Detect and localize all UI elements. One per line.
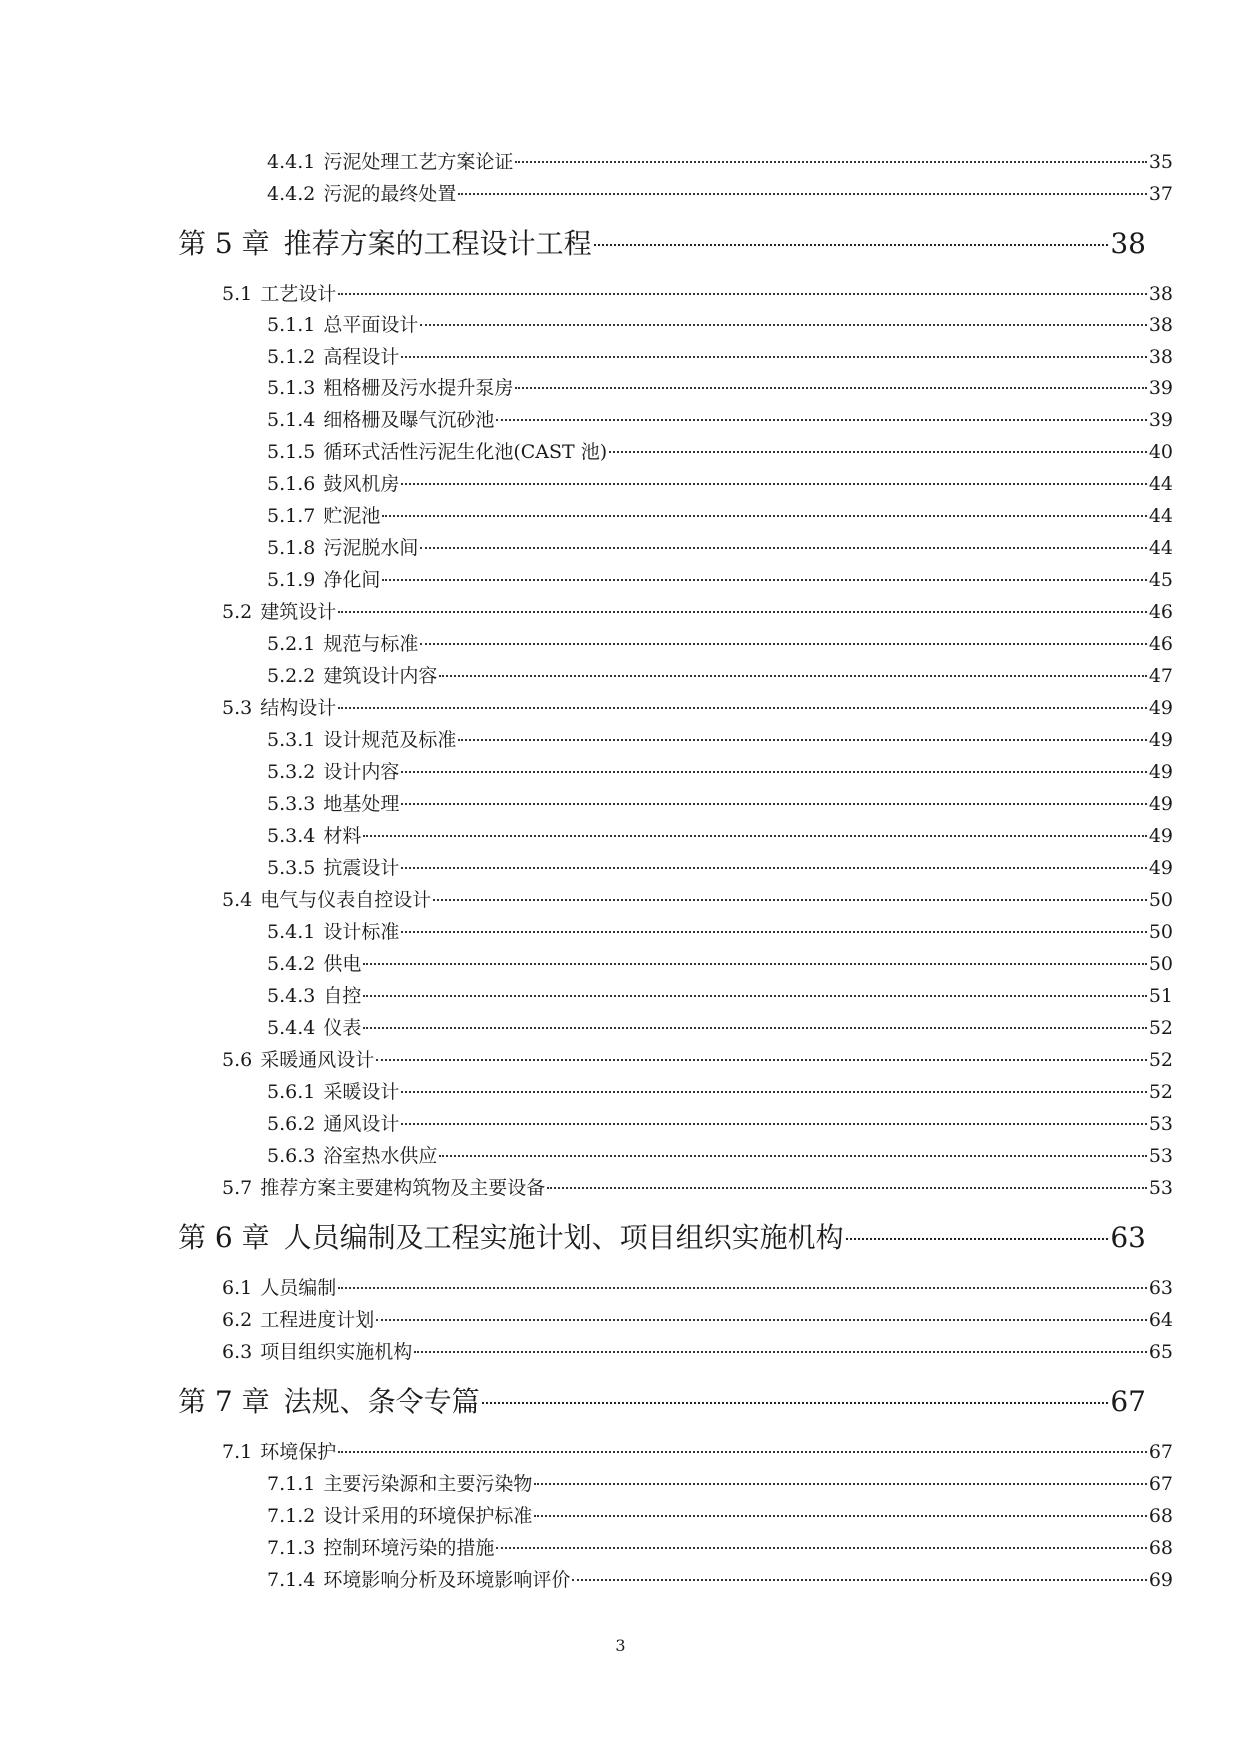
toc-entry-page: 65: [1148, 1341, 1173, 1363]
toc-chapter-entry[interactable]: [178, 1380, 1146, 1424]
toc-entry-page: 35: [1148, 151, 1173, 173]
toc-entry[interactable]: [222, 1173, 1173, 1203]
toc-entry-page: 45: [1148, 569, 1173, 591]
toc-entry-title: 污泥的最终处置: [323, 183, 457, 205]
toc-entry-page: 49: [1148, 729, 1173, 751]
toc-entry-number: 5.4.4: [267, 1017, 316, 1039]
toc-entry-number: 6.1: [222, 1277, 253, 1299]
toc-entry-title: 工艺设计: [260, 283, 337, 305]
toc-entry-number: 第 6 章: [178, 1221, 270, 1254]
toc-dot-leader: [420, 324, 1146, 326]
toc-entry-title: 建筑设计内容: [323, 665, 438, 687]
toc-chapter-entry[interactable]: [178, 222, 1146, 266]
toc-entry[interactable]: [267, 437, 1173, 467]
toc-entry-number: 第 7 章: [178, 1385, 270, 1418]
toc-entry-title: 主要污染源和主要污染物: [323, 1473, 533, 1495]
toc-entry-number: 5.3.5: [267, 857, 316, 879]
toc-entry-title: 材料: [323, 825, 362, 847]
toc-entry-page: 50: [1148, 889, 1173, 911]
toc-entry-page: 47: [1148, 665, 1173, 687]
toc-dot-leader: [382, 515, 1146, 517]
toc-entry-number: 5.4: [222, 889, 253, 911]
toc-entry-title: 推荐方案主要建构筑物及主要设备: [260, 1177, 546, 1199]
toc-dot-leader: [376, 1059, 1147, 1061]
toc-entry[interactable]: [267, 661, 1173, 691]
toc-entry-number: 5.1.2: [267, 346, 316, 368]
toc-entry-number: 5.3: [222, 697, 253, 719]
toc-entry-title: 通风设计: [323, 1113, 400, 1135]
toc-dot-leader: [458, 739, 1146, 741]
toc-dot-leader: [363, 835, 1146, 837]
toc-entry[interactable]: [267, 501, 1173, 531]
toc-entry-page: 49: [1148, 793, 1173, 815]
toc-entry-title: 规范与标准: [323, 633, 419, 655]
toc-entry-page: 50: [1148, 953, 1173, 975]
toc-dot-leader: [420, 547, 1146, 549]
toc-entry-number: 5.6.1: [267, 1081, 316, 1103]
toc-entry-title: 污泥处理工艺方案论证: [323, 151, 514, 173]
toc-entry-page: 38: [1110, 227, 1146, 260]
toc-entry-number: 5.6.3: [267, 1145, 316, 1167]
toc-entry-page: 69: [1148, 1569, 1173, 1591]
toc-entry-number: 5.1.4: [267, 409, 316, 431]
toc-entry-number: 5.2: [222, 601, 253, 623]
toc-entry-title: 人员编制及工程实施计划、项目组织实施机构: [283, 1221, 844, 1254]
toc-entry-page: 44: [1148, 537, 1173, 559]
toc-entry-title: 净化间: [323, 569, 381, 591]
toc-entry-title: 工程进度计划: [260, 1309, 375, 1331]
toc-entry-page: 51: [1148, 985, 1173, 1007]
toc-entry[interactable]: [267, 757, 1173, 787]
toc-entry[interactable]: [267, 147, 1173, 177]
toc-entry[interactable]: [222, 1045, 1173, 1075]
toc-entry-page: 49: [1148, 761, 1173, 783]
toc-entry-number: 6.2: [222, 1309, 253, 1331]
toc-entry[interactable]: [267, 1501, 1173, 1531]
toc-entry[interactable]: [267, 949, 1173, 979]
toc-entry[interactable]: [267, 1077, 1173, 1107]
toc-entry-title: 总平面设计: [323, 314, 419, 336]
toc-dot-leader: [594, 244, 1109, 246]
toc-entry[interactable]: [267, 533, 1173, 563]
toc-dot-leader: [376, 1319, 1147, 1321]
toc-entry[interactable]: [222, 1437, 1173, 1467]
toc-dot-leader: [496, 419, 1146, 421]
toc-entry-title: 人员编制: [260, 1277, 337, 1299]
toc-dot-leader: [338, 1451, 1147, 1453]
toc-entry[interactable]: [267, 1013, 1173, 1043]
toc-entry-page: 38: [1148, 314, 1173, 336]
toc-dot-leader: [846, 1238, 1109, 1240]
toc-dot-leader: [401, 771, 1146, 773]
toc-entry-page: 53: [1148, 1177, 1173, 1199]
toc-entry-number: 5.3.3: [267, 793, 316, 815]
toc-entry[interactable]: [267, 373, 1173, 403]
toc-entry-number: 第 5 章: [178, 227, 270, 260]
toc-entry-page: 49: [1148, 697, 1173, 719]
toc-entry[interactable]: [222, 885, 1173, 915]
toc-entry[interactable]: [267, 179, 1173, 209]
toc-entry-title: 循环式活性污泥生化池(CAST 池): [323, 441, 608, 463]
toc-entry-number: 5.4.3: [267, 985, 316, 1007]
toc-entry-number: 7.1.2: [267, 1505, 316, 1527]
toc-entry-page: 49: [1148, 825, 1173, 847]
toc-entry-title: 设计规范及标准: [323, 729, 457, 751]
toc-dot-leader: [534, 1515, 1146, 1517]
toc-entry-page: 38: [1148, 346, 1173, 368]
toc-dot-leader: [401, 356, 1146, 358]
toc-entry-page: 68: [1148, 1505, 1173, 1527]
toc-dot-leader: [439, 675, 1146, 677]
toc-entry-number: 5.6.2: [267, 1113, 316, 1135]
toc-entry[interactable]: [267, 853, 1173, 883]
toc-entry-title: 环境影响分析及环境影响评价: [323, 1569, 571, 1591]
toc-entry[interactable]: [267, 629, 1173, 659]
toc-entry-page: 53: [1148, 1113, 1173, 1135]
toc-entry[interactable]: [222, 1305, 1173, 1335]
toc-entry[interactable]: [222, 693, 1173, 723]
toc-dot-leader: [414, 1351, 1147, 1353]
toc-dot-leader: [496, 1547, 1146, 1549]
toc-entry-number: 4.4.2: [267, 183, 316, 205]
toc-entry-page: 53: [1148, 1145, 1173, 1167]
toc-entry-number: 5.3.2: [267, 761, 316, 783]
toc-entry-title: 地基处理: [323, 793, 400, 815]
toc-entry-page: 49: [1148, 857, 1173, 879]
toc-entry-title: 细格栅及曝气沉砂池: [323, 409, 495, 431]
toc-entry-number: 5.2.2: [267, 665, 316, 687]
toc-entry-title: 浴室热水供应: [323, 1145, 438, 1167]
toc-entry-number: 5.4.1: [267, 921, 316, 943]
toc-dot-leader: [458, 193, 1146, 195]
toc-dot-leader: [338, 1287, 1147, 1289]
toc-entry-number: 5.1.7: [267, 505, 316, 527]
toc-entry-number: 5.6: [222, 1049, 253, 1071]
toc-entry-title: 供电: [323, 953, 362, 975]
toc-dot-leader: [401, 1091, 1146, 1093]
toc-dot-leader: [401, 1123, 1146, 1125]
toc-dot-leader: [382, 579, 1146, 581]
toc-entry[interactable]: [267, 405, 1173, 435]
toc-entry-title: 法规、条令专篇: [283, 1385, 480, 1418]
toc-entry-page: 52: [1148, 1017, 1173, 1039]
page-number: 3: [615, 1636, 626, 1655]
toc-entry-page: 64: [1148, 1309, 1173, 1331]
toc-entry-page: 44: [1148, 473, 1173, 495]
toc-entry-title: 自控: [323, 985, 362, 1007]
toc-entry[interactable]: [267, 917, 1173, 947]
toc-entry-number: 5.1.8: [267, 537, 316, 559]
toc-dot-leader: [515, 387, 1146, 389]
toc-dot-leader: [363, 963, 1146, 965]
toc-entry[interactable]: [267, 725, 1173, 755]
toc-entry-number: 5.1.1: [267, 314, 316, 336]
toc-entry-title: 设计内容: [323, 761, 400, 783]
toc-entry-number: 5.2.1: [267, 633, 316, 655]
toc-entry-page: 37: [1148, 183, 1173, 205]
toc-entry-page: 46: [1148, 633, 1173, 655]
toc-entry-number: 7.1.4: [267, 1569, 316, 1591]
toc-dot-leader: [338, 707, 1147, 709]
toc-entry[interactable]: [267, 1141, 1173, 1171]
toc-entry-title: 采暖设计: [323, 1081, 400, 1103]
toc-entry[interactable]: [267, 1469, 1173, 1499]
toc-entry-title: 设计标准: [323, 921, 400, 943]
toc-entry-page: 40: [1148, 441, 1173, 463]
toc-dot-leader: [363, 995, 1146, 997]
toc-dot-leader: [401, 867, 1146, 869]
toc-entry-page: 38: [1148, 283, 1173, 305]
toc-entry[interactable]: [267, 342, 1173, 372]
toc-dot-leader: [338, 611, 1147, 613]
toc-dot-leader: [482, 1402, 1109, 1404]
toc-entry-number: 7.1: [222, 1441, 253, 1463]
toc-entry-page: 67: [1148, 1441, 1173, 1463]
toc-entry-page: 52: [1148, 1049, 1173, 1071]
toc-dot-leader: [439, 1155, 1146, 1157]
toc-entry-title: 项目组织实施机构: [260, 1341, 413, 1363]
toc-entry-title: 设计采用的环境保护标准: [323, 1505, 533, 1527]
toc-entry[interactable]: [267, 1565, 1173, 1595]
toc-dot-leader: [433, 899, 1147, 901]
toc-entry[interactable]: [267, 821, 1173, 851]
toc-entry[interactable]: [267, 310, 1173, 340]
toc-entry[interactable]: [267, 1533, 1173, 1563]
toc-entry-title: 结构设计: [260, 697, 337, 719]
toc-entry-page: 39: [1148, 377, 1173, 399]
toc-entry[interactable]: [222, 597, 1173, 627]
toc-entry[interactable]: [267, 469, 1173, 499]
toc-dot-leader: [572, 1579, 1146, 1581]
toc-entry-number: 6.3: [222, 1341, 253, 1363]
toc-entry[interactable]: [222, 1337, 1173, 1367]
toc-entry-number: 5.3.4: [267, 825, 316, 847]
toc-entry-title: 鼓风机房: [323, 473, 400, 495]
toc-dot-leader: [338, 293, 1147, 295]
toc-entry-title: 仪表: [323, 1017, 362, 1039]
toc-entry-page: 68: [1148, 1537, 1173, 1559]
toc-entry-number: 5.7: [222, 1177, 253, 1199]
toc-entry-title: 高程设计: [323, 346, 400, 368]
toc-entry-title: 推荐方案的工程设计工程: [283, 227, 592, 260]
toc-dot-leader: [609, 451, 1147, 453]
toc-dot-leader: [401, 483, 1146, 485]
toc-entry-page: 67: [1110, 1385, 1146, 1418]
toc-entry-number: 5.4.2: [267, 953, 316, 975]
toc-entry-page: 46: [1148, 601, 1173, 623]
toc-entry-title: 建筑设计: [260, 601, 337, 623]
toc-entry-title: 电气与仪表自控设计: [260, 889, 432, 911]
toc-entry-page: 52: [1148, 1081, 1173, 1103]
toc-entry[interactable]: [267, 789, 1173, 819]
toc-dot-leader: [534, 1483, 1146, 1485]
toc-entry-number: 4.4.1: [267, 151, 316, 173]
toc-entry-page: 50: [1148, 921, 1173, 943]
toc-entry-number: 7.1.1: [267, 1473, 316, 1495]
toc-dot-leader: [547, 1187, 1147, 1189]
toc-dot-leader: [401, 803, 1146, 805]
toc-entry-number: 7.1.3: [267, 1537, 316, 1559]
toc-entry[interactable]: [222, 1273, 1173, 1303]
toc-entry-page: 44: [1148, 505, 1173, 527]
toc-entry-number: 5.1.9: [267, 569, 316, 591]
toc-entry-number: 5.1.5: [267, 441, 316, 463]
toc-entry-title: 贮泥池: [323, 505, 381, 527]
toc-entry[interactable]: [267, 1109, 1173, 1139]
toc-entry-title: 污泥脱水间: [323, 537, 419, 559]
toc-entry[interactable]: [222, 279, 1173, 309]
toc-dot-leader: [515, 161, 1146, 163]
toc-dot-leader: [363, 1027, 1146, 1029]
toc-entry-number: 5.3.1: [267, 729, 316, 751]
toc-entry[interactable]: [267, 981, 1173, 1011]
toc-entry-page: 67: [1148, 1473, 1173, 1495]
toc-entry-number: 5.1.3: [267, 377, 316, 399]
toc-entry-page: 63: [1110, 1221, 1146, 1254]
toc-entry-page: 39: [1148, 409, 1173, 431]
toc-chapter-entry[interactable]: [178, 1216, 1146, 1260]
toc-dot-leader: [401, 931, 1146, 933]
toc-entry-number: 5.1: [222, 283, 253, 305]
toc-entry-page: 63: [1148, 1277, 1173, 1299]
toc-entry-title: 控制环境污染的措施: [323, 1537, 495, 1559]
toc-entry-title: 抗震设计: [323, 857, 400, 879]
toc-entry-title: 环境保护: [260, 1441, 337, 1463]
toc-entry[interactable]: [267, 565, 1173, 595]
toc-dot-leader: [420, 643, 1146, 645]
toc-entry-title: 粗格栅及污水提升泵房: [323, 377, 514, 399]
toc-entry-title: 采暖通风设计: [260, 1049, 375, 1071]
toc-entry-number: 5.1.6: [267, 473, 316, 495]
